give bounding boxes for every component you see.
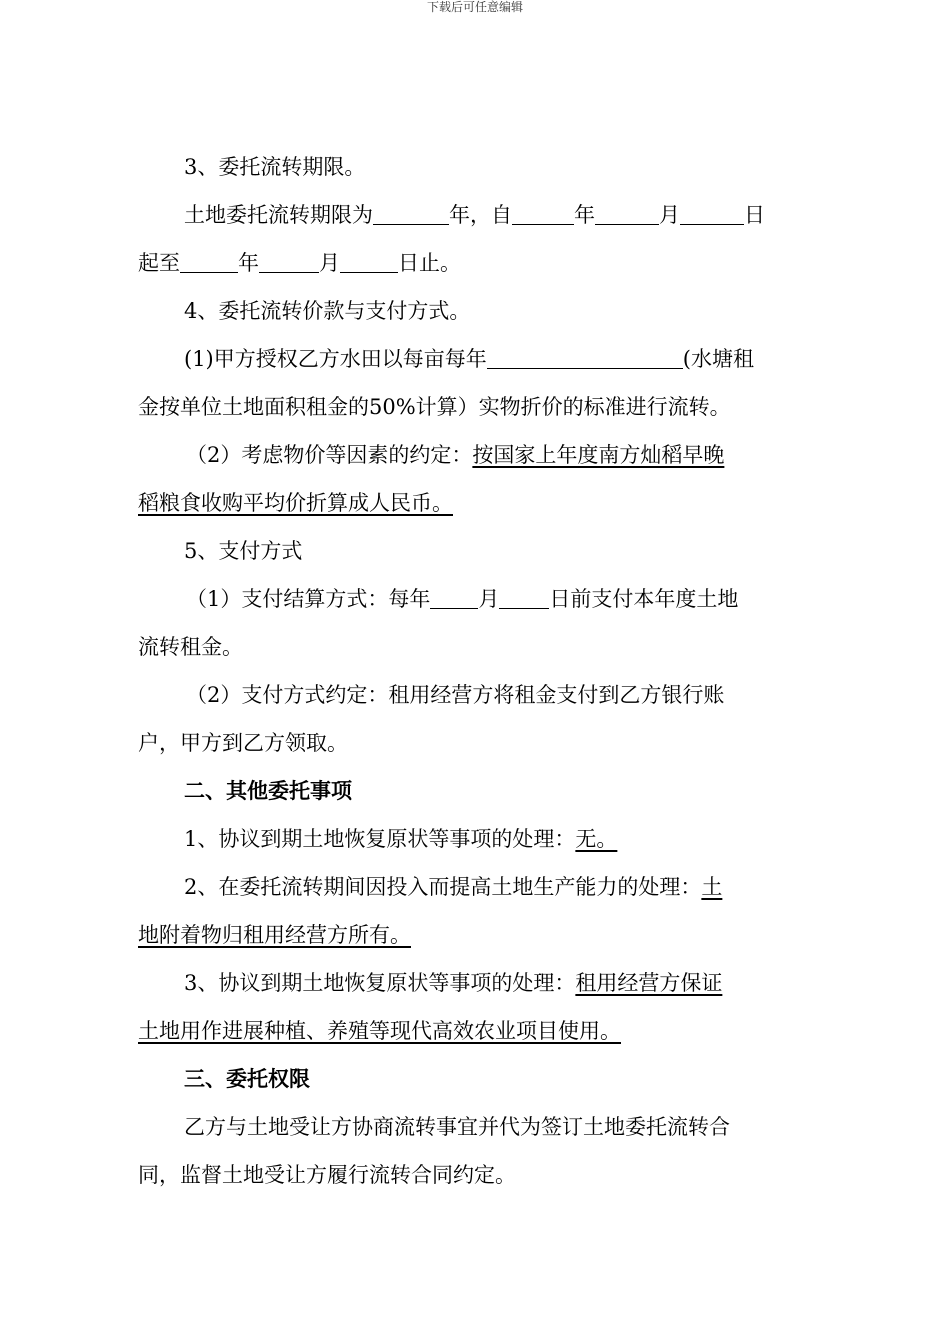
term-text-5: 日 <box>744 203 765 227</box>
start-month-blank[interactable] <box>595 202 659 225</box>
matter-2-line-2 <box>138 911 816 959</box>
payment-text-2: 月 <box>478 587 500 611</box>
term-text-7: 年 <box>238 251 259 275</box>
payment-method-line-1: （2）支付方式约定：租用经营方将租金支付到乙方银行账 <box>186 683 725 707</box>
term-line-2 <box>138 239 816 287</box>
end-month-blank[interactable] <box>259 250 319 273</box>
term-years-blank[interactable] <box>373 202 449 225</box>
section-2-heading: 二、其他委托事项 <box>184 779 352 803</box>
end-year-blank[interactable] <box>180 250 238 273</box>
payment-text-3: 日前支付本年度土地 <box>549 587 739 611</box>
price-factor-label: （2）考虑物价等因素的约定： <box>186 443 473 467</box>
price-line-1 <box>138 335 816 383</box>
start-day-blank[interactable] <box>680 202 744 225</box>
pay-day-blank[interactable] <box>499 586 549 609</box>
matter-3-label: 3、协议到期土地恢复原状等事项的处理： <box>184 971 576 995</box>
matter-2-value-2: 地附着物归租用经营方所有。 <box>138 923 411 947</box>
payment-line-1 <box>138 575 816 623</box>
start-year-blank[interactable] <box>512 202 574 225</box>
payment-method-line-2: 户，甲方到乙方领取。 <box>138 731 348 755</box>
term-line-1 <box>138 191 816 239</box>
price-blank[interactable] <box>487 346 683 369</box>
matter-3-value-1: 租用经营方保证 <box>575 971 723 995</box>
matter-1-label: 1、协议到期土地恢复原状等事项的处理： <box>184 827 576 851</box>
price-factor-value-2: 稻粮食收购平均价折算成人民币。 <box>138 491 453 515</box>
authority-line-1: 乙方与土地受让方协商流转事宜并代为签订土地委托流转合 <box>184 1115 730 1139</box>
matter-2-line-1 <box>138 863 816 911</box>
term-text-6: 起至 <box>138 251 180 275</box>
price-text-1: (1)甲方授权乙方水田以每亩每年 <box>184 347 487 371</box>
payment-line-2: 流转租金。 <box>138 635 243 659</box>
matter-3-value-2: 土地用作进展种植、养殖等现代高效农业项目使用。 <box>138 1019 621 1043</box>
matter-3-line-2 <box>138 1007 816 1055</box>
page-header: 下载后可任意编辑 <box>426 0 523 14</box>
matter-1 <box>138 815 816 863</box>
payment-text-1: （1）支付结算方式：每年 <box>186 587 431 611</box>
pay-month-blank[interactable] <box>430 586 478 609</box>
price-text-2: (水塘租 <box>682 347 754 371</box>
section-3-heading: 三、委托权限 <box>184 1067 310 1091</box>
section-3-title: 3、委托流转期限。 <box>184 155 366 179</box>
section-5-title: 5、支付方式 <box>184 539 303 563</box>
price-factor-line-1 <box>138 431 816 479</box>
price-line-2: 金按单位土地面积租金的50%计算）实物折价的标准进行流转。 <box>138 395 731 419</box>
section-4-title: 4、委托流转价款与支付方式。 <box>184 299 471 323</box>
term-text-9: 日止。 <box>398 251 461 275</box>
price-factor-value-1: 按国家上年度南方灿稻早晚 <box>472 443 725 467</box>
matter-1-value: 无。 <box>575 827 618 851</box>
term-text-2: 年，自 <box>449 203 512 227</box>
document-body <box>138 143 816 1199</box>
matter-3-line-1 <box>138 959 816 1007</box>
end-day-blank[interactable] <box>340 250 398 273</box>
term-text-1: 土地委托流转期限为 <box>184 203 373 227</box>
term-text-8: 月 <box>319 251 340 275</box>
price-factor-line-2 <box>138 479 816 527</box>
matter-2-label: 2、在委托流转期间因投入而提高土地生产能力的处理： <box>184 875 702 899</box>
term-text-4: 月 <box>659 203 680 227</box>
authority-line-2: 同，监督土地受让方履行流转合同约定。 <box>138 1163 516 1187</box>
term-text-3: 年 <box>574 203 595 227</box>
matter-2-value-1: 土 <box>701 875 723 899</box>
